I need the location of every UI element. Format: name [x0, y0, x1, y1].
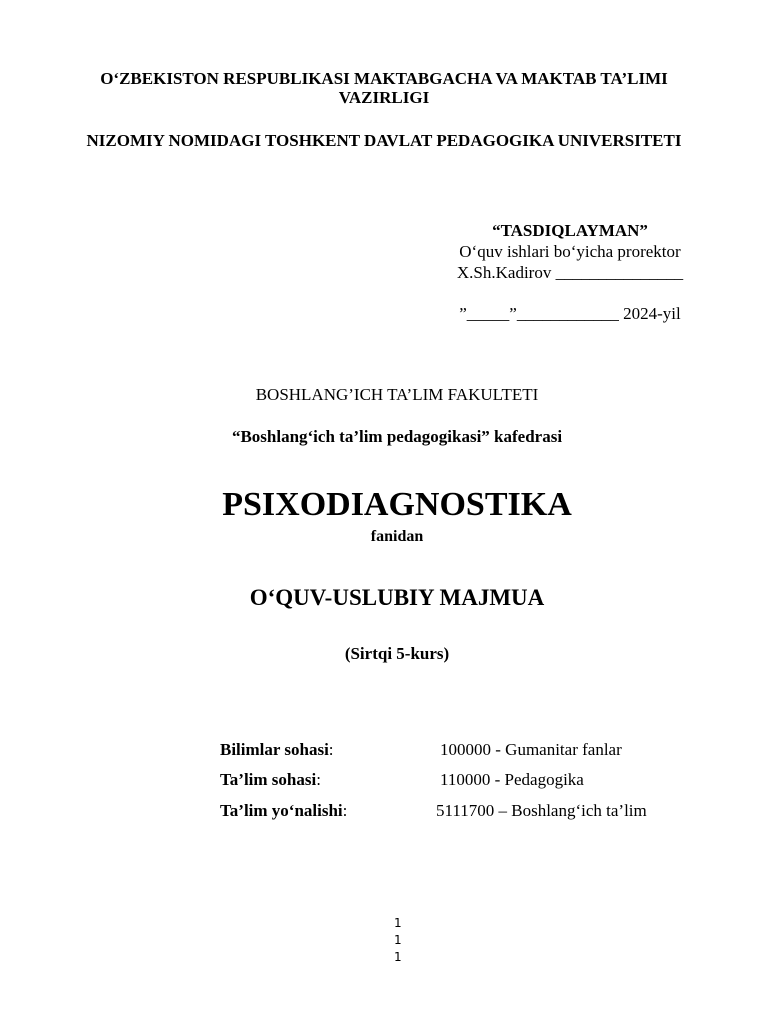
- info-label-area: Ta’lim sohasi:: [220, 770, 321, 789]
- info-value-field: 100000 - Gumanitar fanlar: [440, 740, 622, 759]
- approval-title: “TASDIQLAYMAN”: [492, 221, 648, 240]
- approval-date: ”_____”____________ 2024-yil: [459, 304, 681, 323]
- approval-position: O‘quv ishlari bo‘yicha prorektor: [459, 242, 681, 261]
- info-label-field: Bilimlar sohasi:: [220, 740, 334, 759]
- document-type: O‘QUV-USLUBIY MAJMUA: [249, 585, 545, 610]
- course-label: (Sirtqi 5-kurs): [344, 644, 450, 663]
- info-label-direction: Ta’lim yo‘nalishi:: [220, 801, 348, 820]
- info-label-area-text: Ta’lim sohasi: [220, 770, 317, 789]
- page-number: 1: [394, 933, 402, 947]
- ministry-line-2: VAZIRLIGI: [338, 88, 430, 107]
- page-number: 1: [394, 950, 402, 964]
- subject-subtitle: fanidan: [370, 528, 424, 545]
- info-label-field-text: Bilimlar sohasi: [220, 740, 329, 759]
- approval-signer: X.Sh.Kadirov _______________: [456, 263, 684, 282]
- info-label-direction-text: Ta’lim yo‘nalishi: [220, 801, 343, 820]
- subject-title: PSIXODIAGNOSTIKA: [222, 486, 572, 523]
- page-number: 1: [394, 916, 402, 930]
- info-value-area: 110000 - Pedagogika: [440, 770, 584, 789]
- university-heading: NIZOMIY NOMIDAGI TOSHKENT DAVLAT PEDAGOGIKA UNIVERSITETI: [86, 131, 682, 150]
- info-value-direction: 5111700 – Boshlang‘ich ta’lim: [436, 801, 647, 820]
- department-name: “Boshlang‘ich ta’lim pedagogikasi” kafedrasi: [231, 427, 563, 446]
- faculty-name: BOSHLANG’ICH TA’LIM FAKULTETI: [255, 385, 539, 404]
- ministry-heading: [0, 69, 768, 107]
- ministry-line-1: O‘ZBEKISTON RESPUBLIKASI MAKTABGACHA VA MAKTAB TA’LIMI: [100, 69, 668, 88]
